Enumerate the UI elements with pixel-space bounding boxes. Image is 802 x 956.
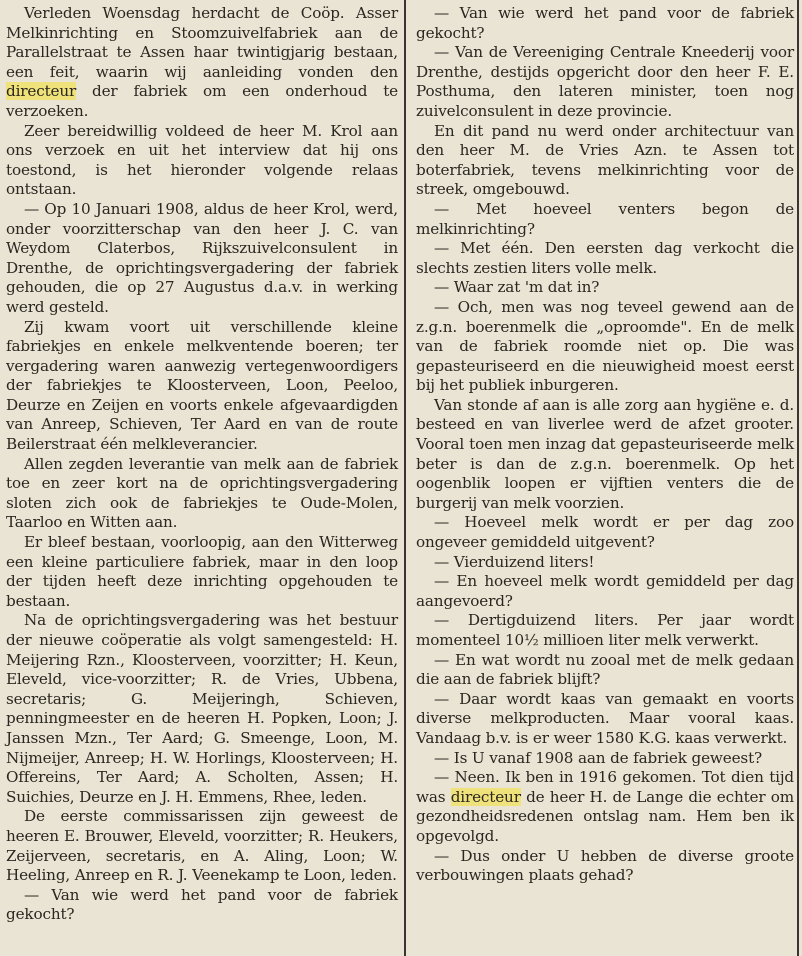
paragraph <box>6 886 398 925</box>
paragraph <box>6 807 398 885</box>
paragraph-text: En dit pand nu werd onder architectuur van den heer M. de Vries Azn. te Assen tot boterfabriek, tevens melkinrichting voor de streek, omgebouwd. <box>416 121 794 199</box>
paragraph-text: — En hoeveel melk wordt gemiddeld per dag aangevoerd? <box>416 572 794 610</box>
paragraph <box>416 200 794 239</box>
right-edge-rule <box>797 0 799 956</box>
paragraph <box>6 200 398 318</box>
paragraph-text: De eerste commissarissen zijn geweest de heeren E. Brouwer, Eleveld, voorzitter; R. Heukers, Zeijerveen, secretaris, en A. Aling, Loon; W. Heeling, Anreep en R. J. Veenekamp te Loon, leden. <box>6 807 398 885</box>
highlighted-term: directeur <box>6 82 77 101</box>
paragraph-text: — Van wie werd het pand voor de fabriek gekocht? <box>6 885 398 924</box>
paragraph-text: de heer H. de Lange die echter om gezondheidsredenen ontslag nam. Hem ben ik opgevolgd. <box>416 787 795 845</box>
paragraph-text: — Van wie werd het pand voor de fabriek gekocht? <box>416 4 794 42</box>
column-divider <box>404 0 406 956</box>
paragraph-text: — Daar wordt kaas van gemaakt en voorts diverse melkproducten. Maar vooral kaas. Vandaag b.v. is er weer 1580 K.G. kaas verwerkt. <box>416 689 794 747</box>
paragraph <box>416 43 794 121</box>
paragraph-text: Er bleef bestaan, voorloopig, aan den Witterweg een kleine particuliere fabriek, maar in den loop der tijden heeft deze inrichting opgehouden te bestaan. <box>6 533 398 610</box>
paragraph <box>6 533 398 611</box>
paragraph-text: — Och, men was nog teveel gewend aan de z.g.n. boerenmelk die „oproomde". En de melk van de fabriek roomde niet op. Die was gepasteuriseerd en die nieuwigheid moest eerst bij het publiek inburgeren. <box>416 297 794 395</box>
paragraph <box>416 572 794 611</box>
paragraph-text: Van stonde af aan is alle zorg aan hygiëne e. d. besteed en van liverlee werd de afzet grooter. Vooral toen men inzag dat gepasteuriseerde melk beter is dan de z.g.n. boerenmelk. Op het oogenblik loopen er vijftien venters die de burgerij van melk voorzien. <box>416 395 794 512</box>
paragraph-text: — Is U vanaf 1908 aan de fabriek geweest? <box>434 748 763 767</box>
paragraph <box>6 4 398 122</box>
paragraph-text: — Waar zat 'm dat in? <box>434 278 600 297</box>
paragraph <box>416 611 794 650</box>
paragraph-text: — Hoeveel melk wordt er per dag zoo ongeveer gemiddeld uitgevent? <box>416 513 794 552</box>
paragraph <box>6 455 398 533</box>
paragraph-text: Verleden Woensdag herdacht de Coöp. Asser Melkinrichting en Stoomzuivelfabriek aan de Parallelstraat te Assen haar twintigjarig bestaan, een feit, waarin wij aanleiding vonden den <box>6 4 398 81</box>
paragraph <box>416 513 794 552</box>
paragraph-text: — Dus onder U hebben de diverse groote verbouwingen plaats gehad? <box>416 846 794 885</box>
paragraph <box>416 278 794 298</box>
paragraph-text: — Van de Vereeniging Centrale Kneederij voor Drenthe, destijds opgericht door den heer F. E. Posthuma, den lateren minister, toen nog zuivelconsulent in deze provincie. <box>416 43 794 120</box>
paragraph-text: — Met één. Den eersten dag verkocht die slechts zestien liters volle melk. <box>416 239 794 277</box>
paragraph <box>416 553 794 573</box>
paragraph <box>416 239 794 278</box>
paragraph <box>416 122 794 200</box>
paragraph-text: — Neen. Ik ben in 1916 gekomen. Tot dien tijd was <box>416 768 794 806</box>
paragraph <box>6 318 398 455</box>
paragraph <box>416 298 794 396</box>
paragraph-text: Na de oprichtingsvergadering was het bestuur der nieuwe coöperatie als volgt samengesteld: H. Meijering Rzn., Kloosterveen, voorzitter; H. Keun, Eleveld, vice-voorzitter; R. de Vries, Ubbena, secretaris; G. Meijeringh, Schieven, penningmeester en de heeren H. Popken, Loon; J. Janssen Mzn., Ter Aard; G. Smeenge, Loon, M. Nijmeijer, Anreep; H. W. Horlings, Kloosterveen; H. Offereins, Ter Aard; A. Scholten, Assen; H. Suichies, Deurze en J. H. Emmens, Rhee, leden. <box>6 611 398 806</box>
highlighted-term: directeur <box>450 787 521 806</box>
paragraph <box>6 611 398 807</box>
paragraph <box>416 847 794 886</box>
left-column <box>6 4 398 925</box>
paragraph <box>416 768 794 846</box>
paragraph <box>416 690 794 749</box>
right-column <box>416 4 794 886</box>
paragraph-text: Zij kwam voort uit verschillende kleine fabriekjes en enkele melkventende boeren; ter vergadering waren aanwezig vertegenwoordigers der fabriekjes te Kloosterveen, Loon, Peeloo, Deurze en Zeijen en voorts enkele afgevaardigden van Anreep, Schieven, Ter Aard en van de route Beilerstraat één melkleverancier. <box>6 317 398 454</box>
paragraph <box>416 651 794 690</box>
paragraph-text: der fabriek om een onderhoud te verzoeken. <box>6 82 398 120</box>
paragraph-text: Zeer bereidwillig voldeed de heer M. Krol aan ons verzoek en uit het interview dat hij ons toestond, is het hieronder volgende relaas ontstaan. <box>6 121 398 199</box>
paragraph-text: — Vierduizend liters! <box>434 552 595 571</box>
paragraph-text: Allen zegden leverantie van melk aan de fabriek toe en zeer kort na de oprichtingsvergadering sloten zich ook de fabriekjes te Oude-Molen, Taarloo en Witten aan. <box>6 454 398 532</box>
paragraph <box>416 396 794 514</box>
paragraph-text: — Op 10 Januari 1908, aldus de heer Krol, werd, onder voorzitterschap van den heer J. C. van Weydom Claterbos, Rijkszuivelconsulent in Drenthe, de oprichtingsvergadering der fabriek gehouden, die op 27 Augustus d.a.v. in werking werd gesteld. <box>6 199 398 316</box>
paragraph <box>416 4 794 43</box>
paragraph <box>416 749 794 769</box>
paragraph-text: — Dertigduizend liters. Per jaar wordt momenteel 10½ millioen liter melk verwerkt. <box>416 611 794 649</box>
paragraph <box>6 122 398 200</box>
paragraph-text: — En wat wordt nu zooal met de melk gedaan die aan de fabriek blijft? <box>416 650 794 689</box>
paragraph-text: — Met hoeveel venters begon de melkinrichting? <box>416 199 794 238</box>
